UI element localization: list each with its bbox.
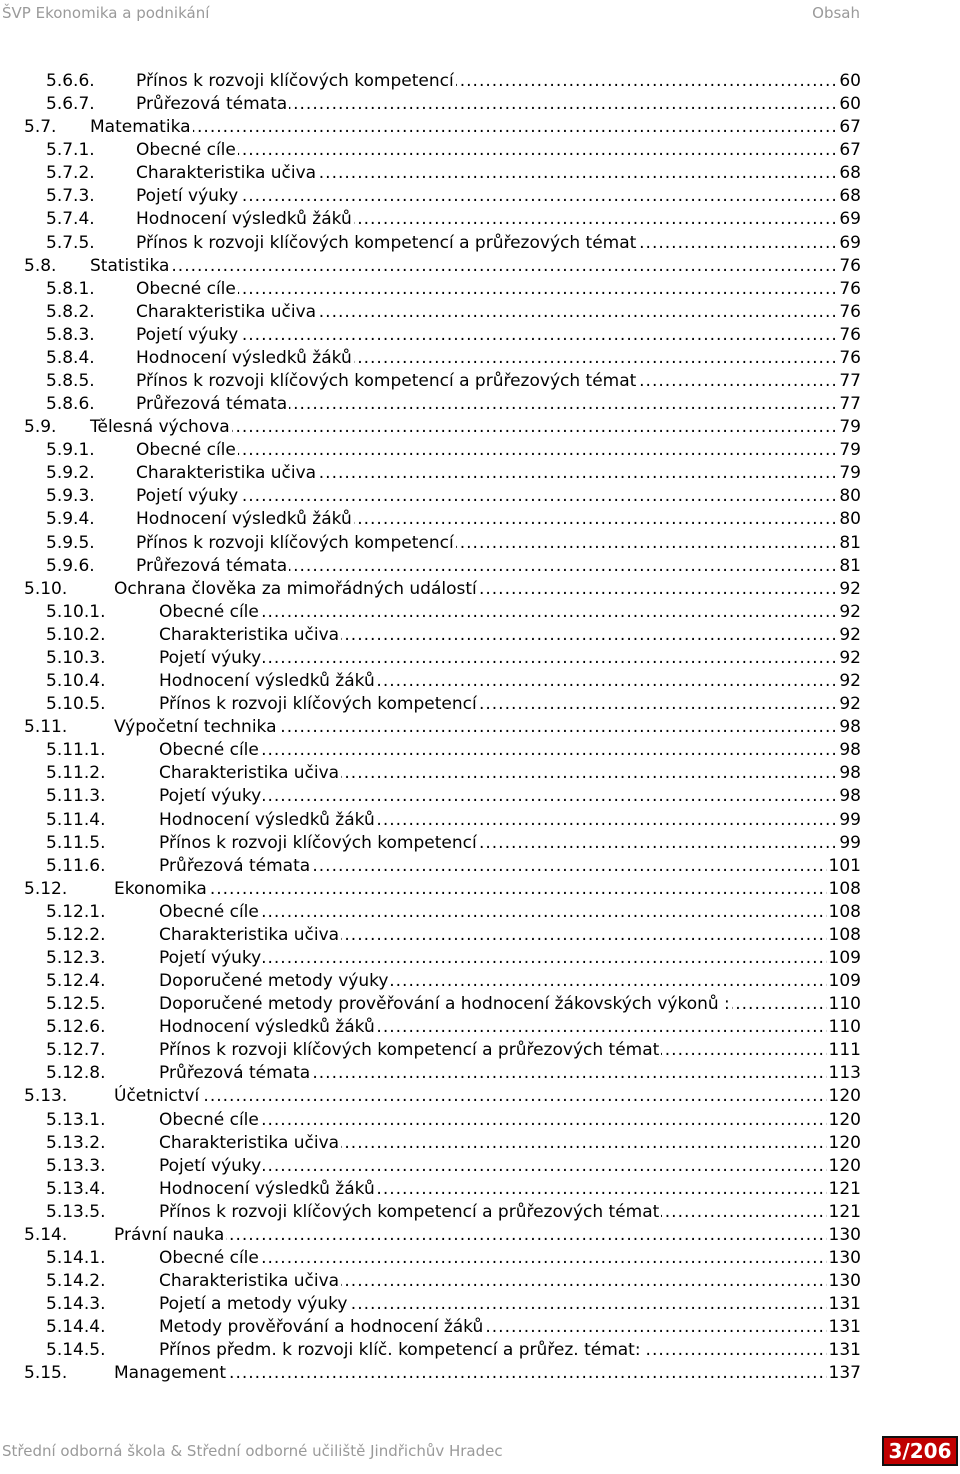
toc-entry-title: Hodnocení výsledků žáků	[136, 347, 354, 370]
toc-entry-page: 68	[837, 185, 861, 208]
toc-entry-number: . . . 5.9.2.	[46, 463, 95, 484]
toc-entry-number: . . . 5.12.6.	[46, 1017, 106, 1038]
toc-entry-number: . . . 5.13.1.	[46, 1109, 106, 1130]
toc-entry-title: Průřezová témata	[136, 555, 289, 578]
toc-entry[interactable]	[24, 624, 861, 647]
toc-entry-number: . . . 5.13.3.	[46, 1155, 106, 1176]
toc-entry-page: 76	[837, 278, 861, 301]
toc-entry[interactable]	[24, 1339, 861, 1362]
toc-entry[interactable]	[24, 255, 861, 278]
toc-entry-title: Obecné cíle	[159, 901, 261, 924]
toc-entry-title: Přínos k rozvoji klíčových kompetencí a průřezových témat	[159, 1039, 661, 1062]
toc-entry-number: . . . 5.7.1.	[46, 140, 95, 161]
toc-entry[interactable]	[24, 924, 861, 947]
toc-entry-page: 80	[837, 485, 861, 508]
toc-entry-number: . . . 5.10.2.	[46, 624, 106, 645]
toc-entry[interactable]	[24, 855, 861, 878]
toc-entry[interactable]	[24, 278, 861, 301]
toc-entry[interactable]	[24, 647, 861, 670]
toc-entry[interactable]	[24, 347, 861, 370]
toc-entry-number: . . . 5.11.4.	[46, 809, 106, 830]
toc-entry-page: 130	[827, 1247, 861, 1270]
toc-entry[interactable]	[24, 116, 861, 139]
toc-entry-page: 92	[837, 578, 861, 601]
toc-entry-number: . . . 5.11.6.	[46, 855, 106, 876]
toc-entry-title: Pojetí výuky	[159, 1155, 263, 1178]
toc-entry[interactable]	[24, 1247, 861, 1270]
header-document-title: ŠVP Ekonomika a podnikání	[2, 4, 210, 22]
toc-entry-number: . . . 5.14.4.	[46, 1317, 106, 1338]
toc-entry-page: 69	[837, 208, 861, 231]
toc-entry-page: 108	[827, 901, 861, 924]
toc-entry-number: . . . 5.11.5.	[46, 832, 106, 853]
toc-entry-number: . . . 5.14.3.	[46, 1294, 106, 1315]
toc-entry-number: . . . 5.8.6.	[46, 394, 95, 415]
toc-entry-number: . . . 5.13.	[24, 1086, 68, 1107]
toc-entry-page: 111	[827, 1039, 861, 1062]
toc-entry-number: . . . 5.12.4.	[46, 971, 106, 992]
toc-entry-page: 108	[827, 924, 861, 947]
toc-entry-page: 60	[837, 70, 861, 93]
toc-entry-number: . . . 5.11.1.	[46, 740, 106, 761]
toc-entry[interactable]	[24, 1201, 861, 1224]
toc-entry-page: 137	[827, 1362, 861, 1385]
toc-entry-page: 80	[837, 508, 861, 531]
toc-entry-page: 81	[837, 532, 861, 555]
toc-entry[interactable]	[24, 578, 861, 601]
toc-entry-title: Pojetí výuky	[159, 647, 263, 670]
toc-entry-number: . . . 5.9.1.	[46, 440, 95, 461]
toc-entry-title: Účetnictví	[114, 1085, 201, 1108]
toc-entry-number: . . . 5.8.2.	[46, 301, 95, 322]
toc-entry-title: Obecné cíle	[136, 439, 238, 462]
toc-entry[interactable]	[24, 508, 861, 531]
toc-entry-title: Obecné cíle	[136, 278, 238, 301]
toc-entry[interactable]	[24, 370, 861, 393]
toc-entry[interactable]	[24, 1270, 861, 1293]
toc-entry-number: . . . 5.14.	[24, 1224, 68, 1245]
toc-entry-title: Obecné cíle	[136, 139, 238, 162]
toc-entry-title: Doporučené metody výuky	[159, 970, 390, 993]
toc-entry-number: . . . 5.10.5.	[46, 694, 106, 715]
toc-entry[interactable]	[24, 70, 861, 93]
toc-entry-page: 120	[827, 1155, 861, 1178]
toc-entry-title: Doporučené metody prověřování a hodnocení žákovských výkonů :	[159, 993, 732, 1016]
toc-entry-title: Obecné cíle	[159, 1109, 261, 1132]
toc-entry[interactable]	[24, 185, 861, 208]
toc-entry-page: 131	[827, 1339, 861, 1362]
toc-entry-page: 67	[837, 139, 861, 162]
toc-entry-title: Přínos předm. k rozvoji klíč. kompetencí a průřez. témat:	[159, 1339, 643, 1362]
toc-entry-title: Charakteristika učiva	[159, 1270, 341, 1293]
toc-entry-title: Průřezová témata	[136, 93, 289, 116]
toc-entry-number: . . . 5.13.4.	[46, 1178, 106, 1199]
toc-entry[interactable]	[24, 1016, 861, 1039]
toc-entry-number: . . . 5.12.8.	[46, 1063, 106, 1084]
toc-entry-number: . . . 5.9.6.	[46, 555, 95, 576]
toc-entry[interactable]	[24, 970, 861, 993]
toc-entry-number: . . . 5.9.3.	[46, 486, 95, 507]
toc-entry-number: . . . 5.7.4.	[46, 209, 95, 230]
toc-entry[interactable]	[24, 1132, 861, 1155]
toc-entry[interactable]	[24, 1085, 861, 1108]
toc-entry-page: 130	[827, 1224, 861, 1247]
toc-entry-title: Pojetí výuky	[159, 947, 263, 970]
toc-entry-page: 121	[827, 1201, 861, 1224]
toc-entry-title: Charakteristika učiva	[136, 162, 318, 185]
toc-entry-title: Výpočetní technika	[114, 716, 279, 739]
toc-entry[interactable]	[24, 439, 861, 462]
toc-entry-number: . . . 5.10.1.	[46, 601, 106, 622]
header-section-title: Obsah	[812, 4, 860, 22]
toc-entry[interactable]	[24, 1362, 861, 1385]
toc-entry[interactable]	[24, 947, 861, 970]
toc-entry-title: Hodnocení výsledků žáků	[159, 670, 377, 693]
toc-entry-title: Pojetí výuky	[136, 185, 240, 208]
toc-entry-title: Metody prověřování a hodnocení žáků	[159, 1316, 485, 1339]
toc-entry[interactable]	[24, 716, 861, 739]
toc-entry-number: . . . 5.8.3.	[46, 324, 95, 345]
toc-entry-page: 99	[837, 832, 861, 855]
toc-entry-title: Pojetí výuky	[136, 324, 240, 347]
toc-entry-number: . . . 5.10.4.	[46, 671, 106, 692]
toc-entry-number: . . . 5.12.5.	[46, 994, 106, 1015]
toc-entry-title: Přínos k rozvoji klíčových kompetencí a průřezových témat	[136, 232, 638, 255]
toc-entry[interactable]	[24, 878, 861, 901]
toc-entry-title: Statistika	[90, 255, 171, 278]
toc-entry-number: . . . 5.12.1.	[46, 901, 106, 922]
toc-entry[interactable]	[24, 208, 861, 231]
toc-entry-number: . . . 5.15.	[24, 1363, 68, 1384]
toc-entry-page: 92	[837, 693, 861, 716]
toc-entry[interactable]	[24, 416, 861, 439]
toc-entry-title: Obecné cíle	[159, 601, 261, 624]
toc-entry[interactable]	[24, 324, 861, 347]
toc-entry-number: . . . 5.13.2.	[46, 1132, 106, 1153]
toc-entry[interactable]	[24, 1062, 861, 1085]
toc-entry-title: Hodnocení výsledků žáků	[159, 809, 377, 832]
toc-entry[interactable]	[24, 670, 861, 693]
toc-entry[interactable]	[24, 1224, 861, 1247]
toc-entry-title: Průřezová témata	[159, 855, 312, 878]
toc-entry-number: . . . 5.8.5.	[46, 371, 95, 392]
toc-entry-page: 120	[827, 1132, 861, 1155]
toc-entry[interactable]	[24, 1039, 861, 1062]
toc-entry[interactable]	[24, 1293, 861, 1316]
toc-entry[interactable]	[24, 785, 861, 808]
toc-entry-page: 60	[837, 93, 861, 116]
toc-entry-title: Přínos k rozvoji klíčových kompetencí a průřezových témat	[159, 1201, 661, 1224]
page-number-badge	[882, 1436, 958, 1466]
toc-entry-title: Přínos k rozvoji klíčových kompetencí	[136, 532, 456, 555]
toc-entry[interactable]	[24, 601, 861, 624]
toc-entry-title: Přínos k rozvoji klíčových kompetencí a průřezových témat	[136, 370, 638, 393]
toc-entry[interactable]	[24, 555, 861, 578]
toc-entry[interactable]	[24, 393, 861, 416]
toc-entry-number: . . . 5.9.	[24, 417, 57, 438]
toc-entry-page: 98	[837, 785, 861, 808]
toc-entry-title: Charakteristika učiva	[159, 924, 341, 947]
toc-entry-number: . . . 5.8.1.	[46, 278, 95, 299]
toc-entry-page: 99	[837, 809, 861, 832]
page-number: 3/206	[888, 1439, 952, 1463]
toc-entry-page: 131	[827, 1293, 861, 1316]
toc-entry-page: 131	[827, 1316, 861, 1339]
toc-entry[interactable]	[24, 809, 861, 832]
toc-entry-number: . . . 5.12.3.	[46, 947, 106, 968]
toc-entry-page: 109	[827, 970, 861, 993]
toc-entry-title: Hodnocení výsledků žáků	[136, 208, 354, 231]
toc-entry-number: . . . 5.14.5.	[46, 1340, 106, 1361]
toc-entry-page: 113	[827, 1062, 861, 1085]
toc-entry[interactable]	[24, 762, 861, 785]
toc-entry-title: Hodnocení výsledků žáků	[159, 1016, 377, 1039]
toc-entry-title: Hodnocení výsledků žáků	[159, 1178, 377, 1201]
toc-entry[interactable]	[24, 693, 861, 716]
toc-entry-number: . . . 5.8.	[24, 255, 57, 276]
toc-entry-number: . . . 5.10.	[24, 578, 68, 599]
toc-entry-title: Přínos k rozvoji klíčových kompetencí	[159, 832, 479, 855]
toc-entry-title: Pojetí výuky	[159, 785, 263, 808]
toc-entry[interactable]	[24, 139, 861, 162]
toc-entry-title: Charakteristika učiva	[159, 762, 341, 785]
toc-entry[interactable]	[24, 739, 861, 762]
toc-entry-page: 109	[827, 947, 861, 970]
toc-entry-number: . . . 5.7.	[24, 117, 57, 138]
toc-entry-title: Tělesná výchova	[90, 416, 232, 439]
toc-entry-page: 79	[837, 462, 861, 485]
toc-entry-page: 110	[827, 1016, 861, 1039]
toc-entry-number: . . . 5.12.2.	[46, 924, 106, 945]
toc-entry-page: 76	[837, 255, 861, 278]
toc-entry-number: . . . 5.9.4.	[46, 509, 95, 530]
toc-entry-title: Právní nauka	[114, 1224, 226, 1247]
toc-entry[interactable]	[24, 485, 861, 508]
toc-entry-page: 81	[837, 555, 861, 578]
toc-entry-page: 120	[827, 1109, 861, 1132]
toc-entry-title: Přínos k rozvoji klíčových kompetencí	[136, 70, 456, 93]
toc-entry-page: 130	[827, 1270, 861, 1293]
toc-entry-title: Matematika	[90, 116, 193, 139]
toc-entry[interactable]	[24, 832, 861, 855]
toc-entry-page: 121	[827, 1178, 861, 1201]
toc-entry-title: Ochrana člověka za mimořádných událostí	[114, 578, 479, 601]
toc-entry-page: 79	[837, 416, 861, 439]
toc-entry[interactable]	[24, 462, 861, 485]
toc-entry-title: Přínos k rozvoji klíčových kompetencí	[159, 693, 479, 716]
toc-entry-number: . . . 5.14.1.	[46, 1247, 106, 1268]
toc-entry-page: 98	[837, 762, 861, 785]
toc-entry[interactable]	[24, 901, 861, 924]
toc-entry-title: Průřezová témata	[136, 393, 289, 416]
table-of-contents	[24, 70, 861, 1385]
toc-entry-page: 108	[827, 878, 861, 901]
toc-entry-number: . . . 5.11.3.	[46, 786, 106, 807]
toc-entry[interactable]	[24, 162, 861, 185]
toc-entry-number: . . . 5.9.5.	[46, 532, 95, 553]
toc-entry-number: . . . 5.6.6.	[46, 71, 95, 91]
toc-entry-page: 92	[837, 670, 861, 693]
toc-entry-title: Charakteristika učiva	[136, 462, 318, 485]
toc-entry-title: Ekonomika	[114, 878, 209, 901]
toc-entry-number: . . . 5.11.2.	[46, 763, 106, 784]
toc-entry-page: 92	[837, 624, 861, 647]
toc-entry-number: . . . 5.6.7.	[46, 94, 95, 115]
toc-entry-title: Management	[114, 1362, 228, 1385]
toc-entry-page: 76	[837, 347, 861, 370]
toc-entry[interactable]	[24, 1178, 861, 1201]
toc-entry-number: . . . 5.11.	[24, 717, 68, 738]
toc-entry-title: Hodnocení výsledků žáků	[136, 508, 354, 531]
toc-entry[interactable]	[24, 532, 861, 555]
toc-entry[interactable]	[24, 993, 861, 1016]
toc-entry-page: 68	[837, 162, 861, 185]
toc-entry-page: 69	[837, 232, 861, 255]
toc-entry-page: 98	[837, 716, 861, 739]
toc-entry-number: . . . 5.7.3.	[46, 186, 95, 207]
toc-entry-page: 92	[837, 647, 861, 670]
toc-entry-number: . . . 5.10.3.	[46, 647, 106, 668]
toc-entry-number: . . . 5.7.5.	[46, 232, 95, 253]
footer-school-name: Střední odborná škola & Střední odborné učiliště Jindřichův Hradec	[2, 1442, 503, 1460]
toc-entry-number: . . . 5.12.7.	[46, 1040, 106, 1061]
toc-entry-title: Pojetí a metody výuky	[159, 1293, 349, 1316]
toc-entry-page: 76	[837, 301, 861, 324]
toc-entry-page: 79	[837, 439, 861, 462]
toc-entry-page: 67	[837, 116, 861, 139]
toc-entry-title: Charakteristika učiva	[159, 624, 341, 647]
toc-entry-title: Pojetí výuky	[136, 485, 240, 508]
toc-entry-page: 110	[827, 993, 861, 1016]
toc-entry-page: 101	[827, 855, 861, 878]
toc-entry-page: 98	[837, 739, 861, 762]
toc-entry-title: Obecné cíle	[159, 1247, 261, 1270]
toc-entry-page: 77	[837, 393, 861, 416]
toc-entry-number: . . . 5.7.2.	[46, 163, 95, 184]
toc-entry-page: 76	[837, 324, 861, 347]
toc-entry[interactable]	[24, 1109, 861, 1132]
toc-entry-title: Průřezová témata	[159, 1062, 312, 1085]
toc-entry-number: . . . 5.12.	[24, 878, 68, 899]
toc-entry-page: 77	[837, 370, 861, 393]
toc-entry-title: Charakteristika učiva	[159, 1132, 341, 1155]
toc-entry-title: Obecné cíle	[159, 739, 261, 762]
toc-entry-title: Charakteristika učiva	[136, 301, 318, 324]
toc-entry-number: . . . 5.13.5.	[46, 1201, 106, 1222]
toc-entry[interactable]	[24, 1316, 861, 1339]
toc-entry[interactable]	[24, 232, 861, 255]
toc-entry[interactable]	[24, 301, 861, 324]
toc-entry-number: . . . 5.14.2.	[46, 1271, 106, 1292]
toc-entry-page: 92	[837, 601, 861, 624]
toc-entry-number: . . . 5.8.4.	[46, 347, 95, 368]
toc-entry[interactable]	[24, 93, 861, 116]
toc-entry-page: 120	[827, 1085, 861, 1108]
toc-entry[interactable]	[24, 1155, 861, 1178]
